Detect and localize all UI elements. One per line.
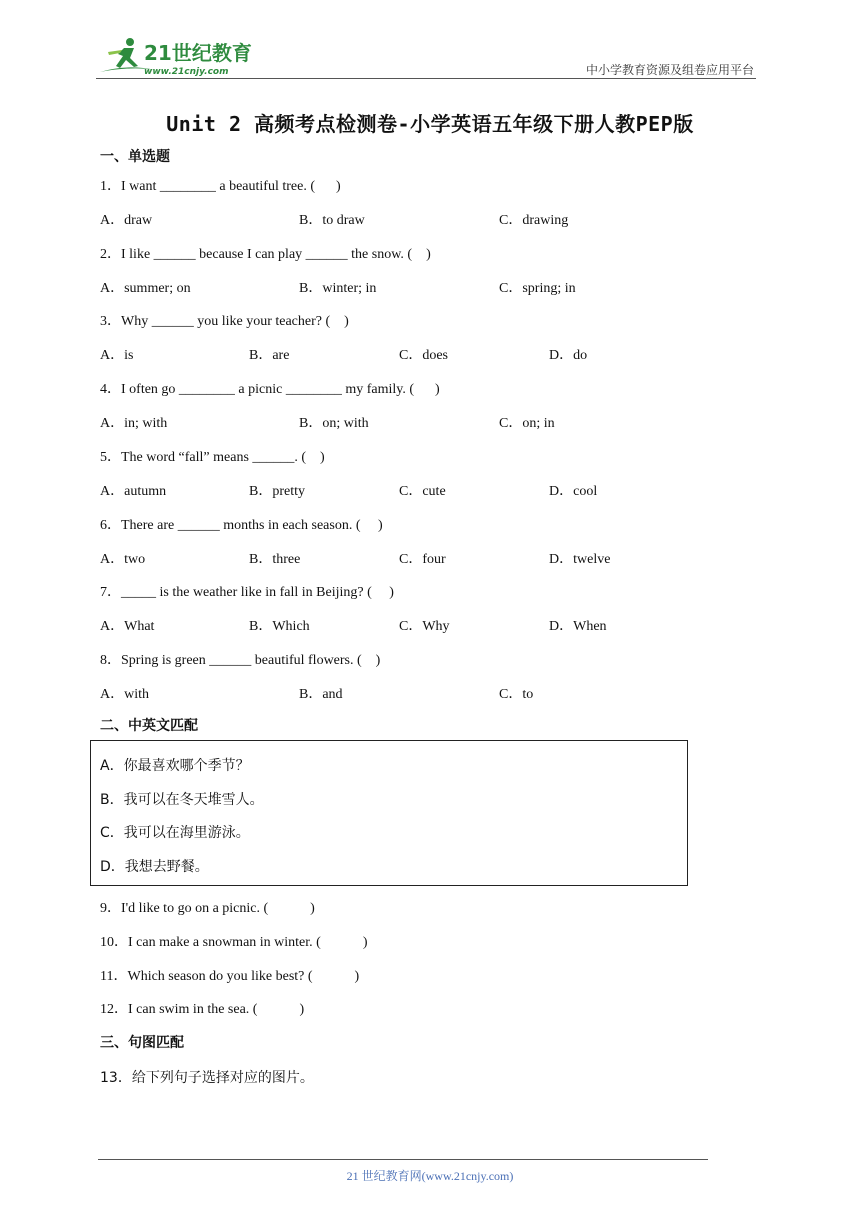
answer-option: B．on; with — [299, 416, 369, 432]
header-divider — [96, 78, 756, 79]
question-stem: 3．Why ______ you like your teacher? ( ) — [100, 314, 349, 330]
answer-option: D．When — [549, 619, 607, 635]
answer-option: A．summer; on — [100, 280, 191, 296]
box-item: D．我想去野餐。 — [100, 859, 209, 875]
answer-option: D．cool — [549, 483, 598, 499]
section-heading-picture-matching: 三、句图匹配 — [100, 1035, 184, 1051]
answer-option: B．to draw — [299, 213, 365, 228]
question-stem: 8．Spring is green ______ beautiful flowers. ( ) — [100, 652, 381, 668]
answer-option: B．three — [249, 551, 301, 567]
answer-option: B．winter; in — [299, 280, 377, 296]
section-heading-single-choice: 一、单选题 — [100, 149, 170, 165]
answer-option: A．autumn — [100, 483, 167, 499]
answer-option: B．and — [299, 686, 343, 702]
answer-option: A．two — [100, 551, 146, 567]
answer-option: C．to — [499, 686, 534, 702]
question-stem: 6．There are ______ months in each season. ( ) — [100, 517, 383, 533]
question-stem: 7．_____ is the weather like in fall in Beijing? ( ) — [100, 585, 394, 601]
answer-option: D．do — [549, 348, 588, 364]
answer-option: C．does — [399, 348, 448, 364]
matching-question: 9．I'd like to go on a picnic. ( ) — [100, 901, 315, 916]
question-13: 13．给下列句子选择对应的图片。 — [100, 1070, 314, 1086]
matching-question: 11．Which season do you like best? ( ) — [100, 969, 360, 984]
answer-option: C．drawing — [499, 213, 569, 228]
platform-name: 中小学教育资源及组卷应用平台 — [585, 63, 754, 77]
question-stem: 2．I like ______ because I can play ______ the snow. ( ) — [100, 246, 431, 262]
answer-option: A．What — [100, 619, 155, 635]
matching-question: 10．I can make a snowman in winter. ( ) — [100, 935, 368, 950]
answer-option: C．four — [399, 551, 446, 567]
box-item: B．我可以在冬天堆雪人。 — [100, 792, 264, 808]
answer-option: A．draw — [100, 213, 153, 228]
box-item: A．你最喜欢哪个季节？ — [100, 758, 250, 774]
answer-option: B．Which — [249, 619, 310, 635]
answer-option: B．are — [249, 348, 290, 364]
logo-url: www.21cnjy.com — [144, 67, 229, 77]
answer-option: B．pretty — [249, 483, 305, 499]
page-title: Unit 2 高频考点检测卷-小学英语五年级下册人教PEP版 — [166, 112, 694, 136]
answer-option: A．is — [100, 348, 134, 364]
answer-option: C．Why — [399, 619, 450, 635]
footer-text: 21 世纪教育网(www.21cnjy.com) — [346, 1169, 514, 1183]
site-logo — [96, 36, 266, 78]
question-stem: 4．I often go ________ a picnic ________ my family. ( ) — [100, 382, 440, 398]
answer-option: C．cute — [399, 483, 446, 499]
logo-text: 21世纪教育 — [144, 41, 252, 65]
matching-question: 12．I can swim in the sea. ( ) — [100, 1002, 305, 1017]
question-stem: 5．The word “fall” means ______. ( ) — [100, 449, 325, 465]
answer-option: D．twelve — [549, 551, 611, 567]
answer-option: A．in; with — [100, 416, 168, 432]
box-item: C．我可以在海里游泳。 — [100, 825, 250, 841]
answer-option: C．spring; in — [499, 280, 576, 296]
question-stem: 1．I want ________ a beautiful tree. ( ) — [100, 179, 341, 194]
answer-option: C．on; in — [499, 416, 555, 432]
footer-divider — [98, 1159, 708, 1160]
section-heading-matching: 二、中英文匹配 — [100, 718, 198, 734]
answer-option: A．with — [100, 686, 149, 702]
